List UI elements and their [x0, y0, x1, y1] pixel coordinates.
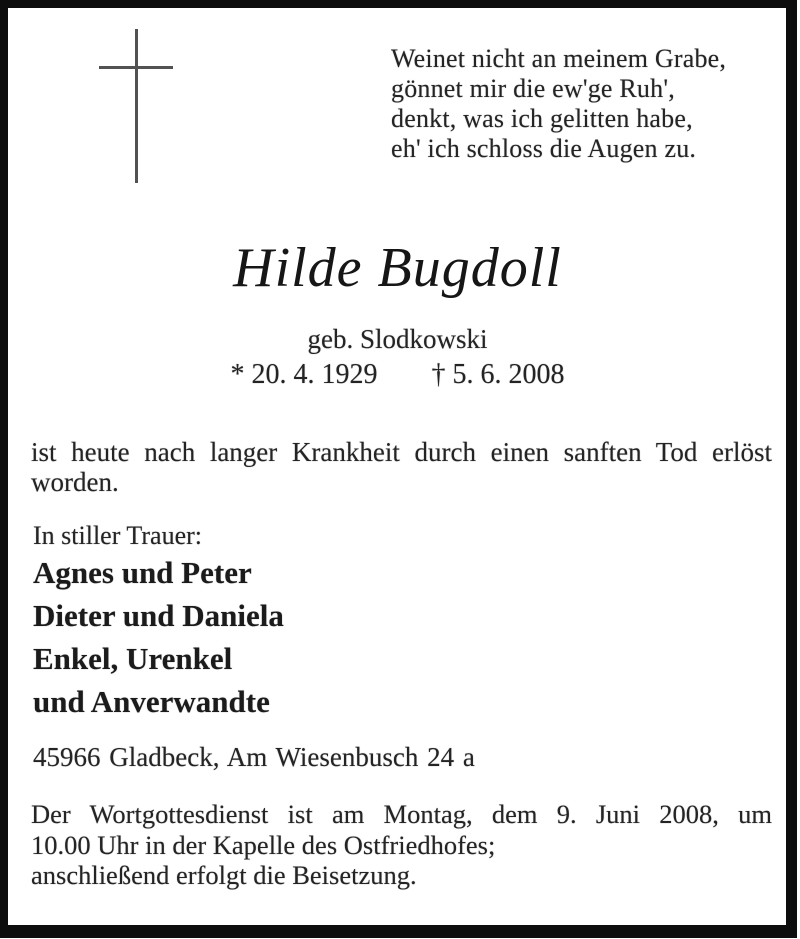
- service-paragraph: [31, 799, 772, 891]
- service-line: 10.00 Uhr in der Kapelle des Ostfriedhofes;: [31, 829, 496, 860]
- birth-date: * 20. 4. 1929: [230, 359, 378, 390]
- service-line: Der Wortgottesdienst ist am Montag, dem 9. Juni 2008, um: [31, 799, 772, 829]
- mourner-line: und Anverwandte: [33, 684, 270, 719]
- poem-line: gönnet mir die ew'ge Ruh',: [391, 74, 675, 103]
- poem-line: eh' ich schloss die Augen zu.: [391, 134, 697, 163]
- life-dates: [8, 360, 787, 390]
- service-line: anschließend erfolgt die Beisetzung.: [31, 860, 417, 890]
- poem-line: Weinet nicht an meinem Grabe,: [391, 44, 727, 73]
- mourner-line: Agnes und Peter: [33, 555, 252, 590]
- mourner-line: Enkel, Urenkel: [33, 641, 233, 676]
- cross-vertical-bar: [135, 29, 138, 183]
- mourning-label: In stiller Trauer:: [33, 521, 202, 550]
- death-date: † 5. 6. 2008: [431, 359, 565, 390]
- intro-line: worden.: [31, 467, 119, 497]
- maiden-name: geb. Slodkowski: [307, 324, 488, 354]
- intro-paragraph: [31, 437, 772, 497]
- memorial-poem: [391, 44, 781, 164]
- cross-horizontal-bar: [99, 66, 173, 69]
- address-line: 45966 Gladbeck, Am Wiesenbusch 24 a: [33, 742, 475, 772]
- poem-line: denkt, was ich gelitten habe,: [391, 104, 693, 133]
- mourners-list: [33, 551, 284, 723]
- mourner-line: Dieter und Daniela: [33, 598, 284, 633]
- deceased-name: Hilde Bugdoll: [233, 237, 562, 299]
- intro-line: ist heute nach langer Krankheit durch einen sanften Tod erlöst: [31, 437, 772, 467]
